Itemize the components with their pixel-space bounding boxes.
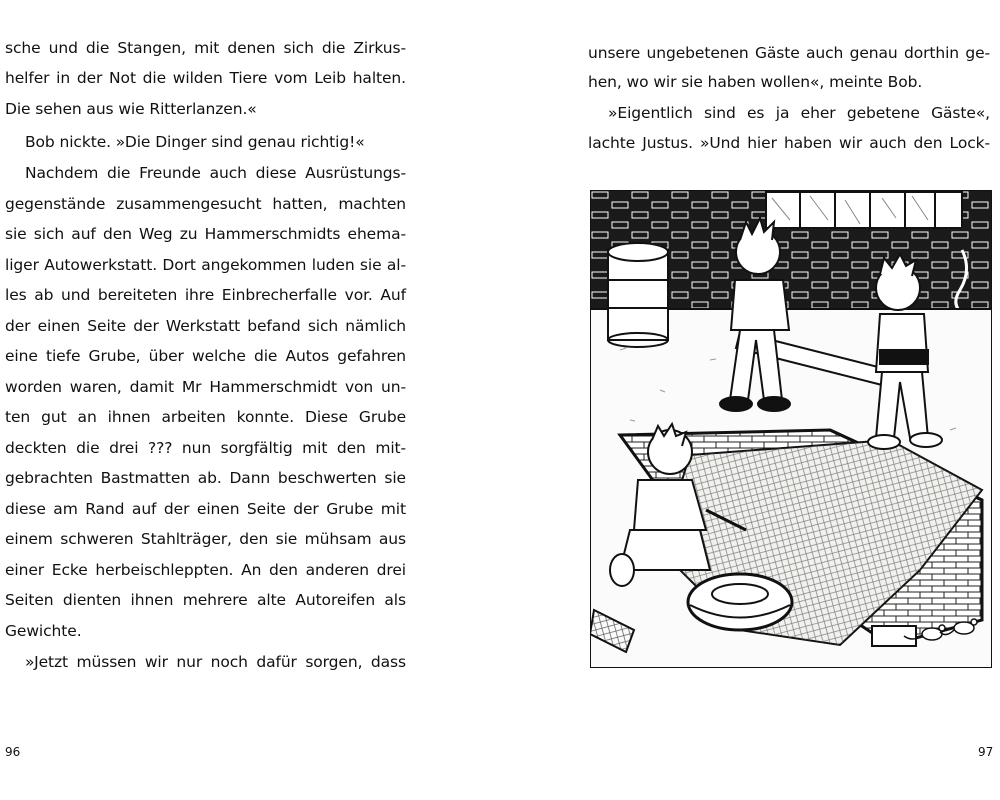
text-line: einer Ecke herbeischleppten. An den anderen drei [5, 561, 406, 579]
text-line: diese am Rand auf der einen Seite der Grube mit [5, 500, 406, 518]
text-line: Bob nickte. »Die Dinger sind genau richtig!« [25, 133, 365, 151]
text-line: einem schweren Stahlträger, den sie mühsam aus [5, 530, 406, 548]
oil-barrel [608, 243, 668, 347]
page-number: 97 [978, 745, 994, 759]
text-line: der einen Seite der Werkstatt befand sich nämlich [5, 317, 406, 335]
text-line: eine tiefe Grube, über welche die Autos gefahren [5, 347, 406, 365]
text-line: deckten die drei ??? nun sorgfältig mit den mit- [5, 439, 406, 457]
text-line: gebrachten Bastmatten ab. Dann beschwerten sie [5, 469, 406, 487]
text-line: Nachdem die Freunde auch diese Ausrüstungs- [25, 164, 406, 182]
text-line: sie sich auf den Weg zu Hammerschmidts ehema- [5, 225, 406, 243]
left-page [0, 0, 420, 800]
text-line: les ab und bereiteten ihre Einbrecherfalle vor. Auf [5, 286, 406, 304]
text-line: liger Autowerkstatt. Dort angekommen luden sie al- [5, 256, 406, 274]
text-line: unsere ungebetenen Gäste auch genau dorthin ge- [588, 44, 990, 62]
text-line: helfer in der Not die wilden Tiere vom Leib halten. [5, 69, 406, 87]
garage-window [766, 192, 962, 228]
text-line: Seiten dienten ihnen mehrere alte Autoreifen als [5, 591, 406, 609]
text-line: Die sehen aus wie Ritterlanzen.« [5, 100, 257, 118]
page-number: 96 [5, 745, 21, 759]
text-line: worden waren, damit Mr Hammerschmidt von un- [5, 378, 406, 396]
text-line: sche und die Stangen, mit denen sich die Zirkus- [5, 39, 406, 57]
text-line: lachte Justus. »Und hier haben wir auch den Lock- [588, 134, 990, 152]
text-line: hen, wo wir sie haben wollen«, meinte Bob. [588, 73, 923, 91]
text-line: gegenstände zusammengesucht hatten, machten [5, 195, 406, 213]
text-line: ten gut an ihnen arbeiten konnte. Diese Grube [5, 408, 406, 426]
brick [872, 626, 916, 646]
text-line: Gewichte. [5, 622, 82, 640]
car-tire [688, 574, 792, 630]
text-line: »Eigentlich sind es ja eher gebetene Gäste«, [608, 104, 990, 122]
text-line: »Jetzt müssen wir nur noch dafür sorgen, dass [25, 653, 406, 671]
comic-illustration [590, 190, 992, 668]
